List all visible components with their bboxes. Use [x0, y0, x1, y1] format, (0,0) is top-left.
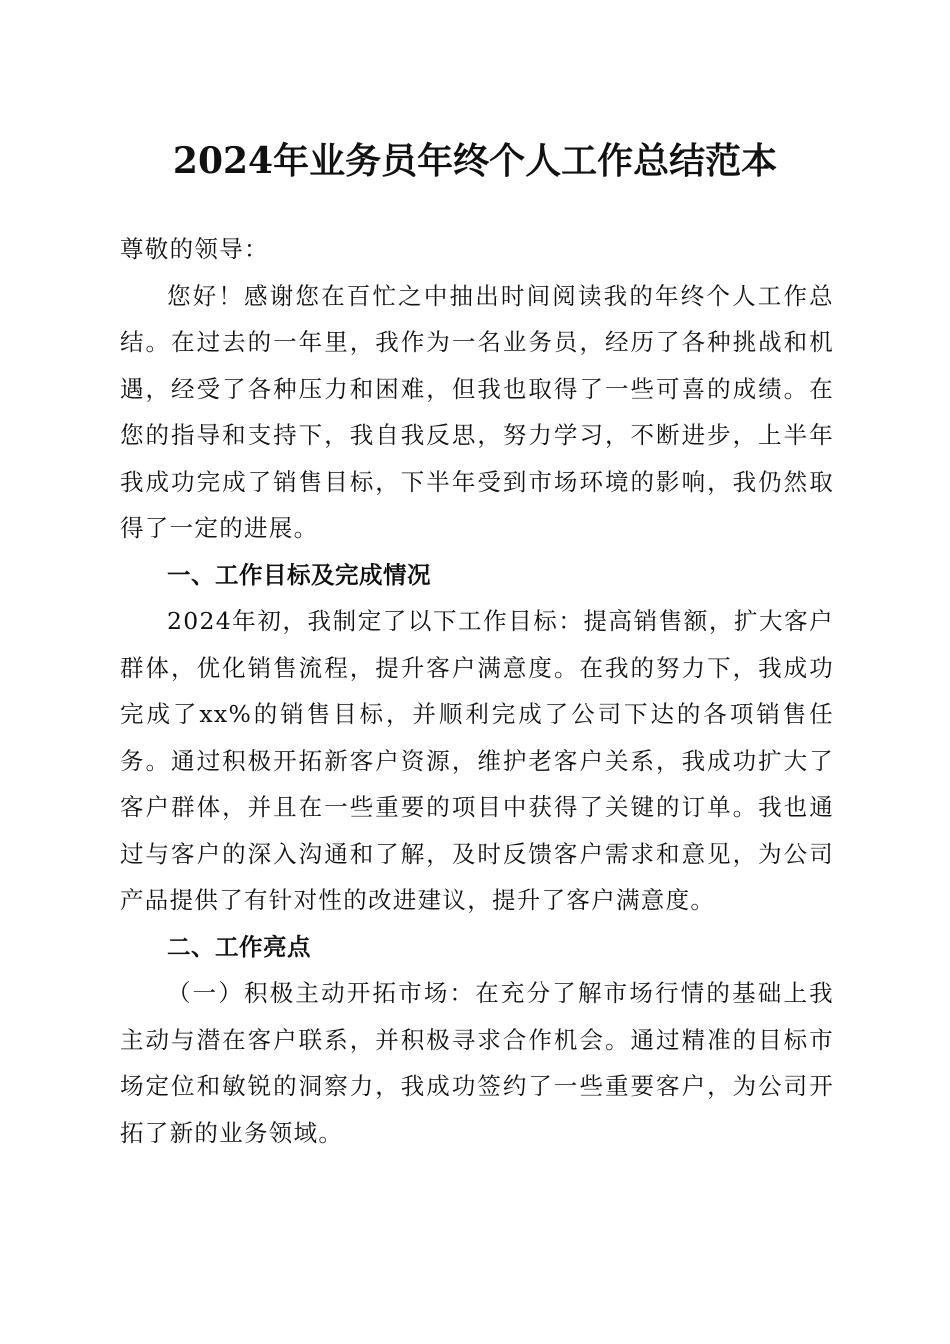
- section-2-heading: 二、工作亮点: [167, 932, 311, 961]
- salutation: 尊敬的领导：: [120, 235, 269, 263]
- intro-paragraph: 您好！感谢您在百忙之中抽出时间阅读我的年终个人工作总结。在过去的一年里，我作为一名业务员，经历了各种挑战和机遇，经受了各种压力和困难，但我也取得了一些可喜的成绩。在您的指导和支持下，我自我反思，努力学习，不断进步，上半年我成功完成了销售目标，下半年受到市场环境的影响，我仍然取得了一定的进展。: [120, 281, 834, 542]
- section-1-paragraph: 2024年初，我制定了以下工作目标：提高销售额，扩大客户群体，优化销售流程，提升客户满意度。在我的努力下，我成功完成了xx%的销售目标，并顺利完成了公司下达的各项销售任务。通过积极开拓新客户资源，维护老客户关系，我成功扩大了客户群体，并且在一些重要的项目中获得了关键的订单。我也通过与客户的深入沟通和了解，及时反馈客户需求和意见，为公司产品提供了有针对性的改进建议，提升了客户满意度。: [120, 607, 834, 914]
- section-2-paragraph: （一）积极主动开拓市场：在充分了解市场行情的基础上我主动与潜在客户联系，并积极寻求合作机会。通过精准的目标市场定位和敏锐的洞察力，我成功签约了一些重要客户，为公司开拓了新的业务领域。: [120, 979, 834, 1147]
- section-1-heading: 一、工作目标及完成情况: [167, 560, 431, 589]
- document-body: [120, 226, 834, 1156]
- document-title: 2024年业务员年终个人工作总结范本: [172, 140, 778, 182]
